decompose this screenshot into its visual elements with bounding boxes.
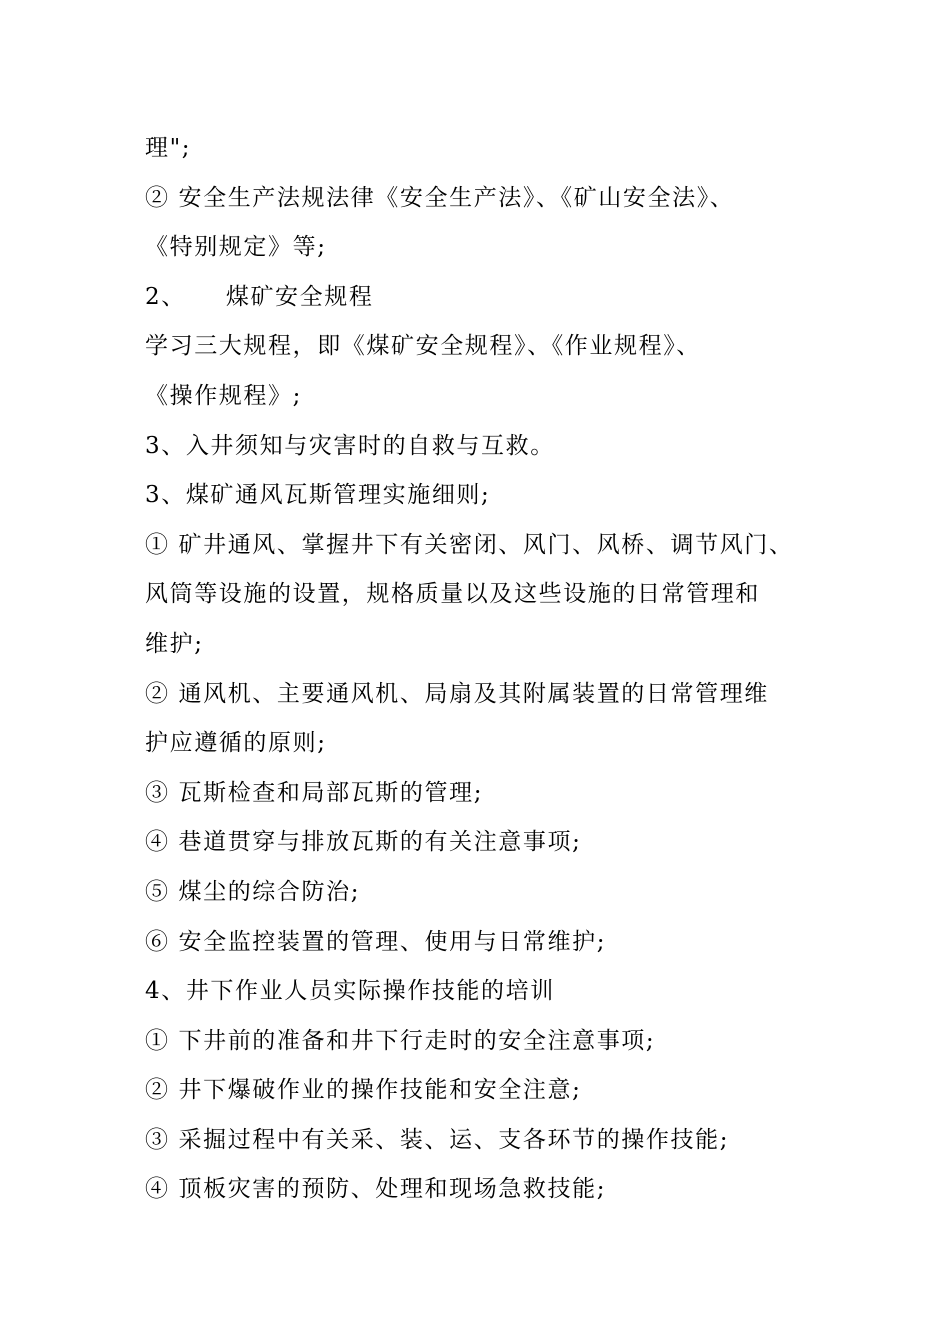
section-number: 2、 bbox=[145, 283, 186, 310]
text-line-1: 理"; bbox=[145, 135, 192, 161]
text-line-12: ② 通风机、主要通风机、局扇及其附属装置的日常管理维 bbox=[145, 680, 769, 707]
text-line-9: ① 矿井通风、掌握井下有关密闭、风门、风桥、调节风门、 bbox=[145, 531, 794, 558]
text-line-5: 学习三大规程，即《煤矿安全规程》、《作业规程》、 bbox=[145, 333, 701, 360]
text-line-16: ⑤ 煤尘的综合防治; bbox=[145, 878, 361, 905]
section-heading-2 bbox=[145, 273, 845, 323]
text-line-10: 风筒等设施的设置，规格质量以及这些设施的日常管理和 bbox=[145, 581, 760, 608]
text-line-11: 维护; bbox=[145, 630, 204, 657]
text-line-6: 《操作规程》; bbox=[145, 382, 302, 409]
document-body bbox=[145, 124, 845, 1215]
text-line-13: 护应遵循的原则; bbox=[145, 730, 327, 757]
text-line-14: ③ 瓦斯检查和局部瓦斯的管理; bbox=[145, 779, 484, 806]
text-line-17: ⑥ 安全监控装置的管理、使用与日常维护; bbox=[145, 928, 607, 955]
text-line-21: ③ 采掘过程中有关采、装、运、支各环节的操作技能; bbox=[145, 1126, 730, 1153]
text-line-18: 4、井下作业人员实际操作技能的培训 bbox=[145, 978, 555, 1005]
text-line-2: ② 安全生产法规法律《安全生产法》、《矿山安全法》、 bbox=[145, 184, 735, 211]
text-line-20: ② 井下爆破作业的操作技能和安全注意; bbox=[145, 1077, 582, 1104]
text-line-8: 3、煤矿通风瓦斯管理实施细则; bbox=[145, 482, 491, 509]
text-line-3: 《特别规定》等; bbox=[145, 234, 327, 261]
section-title: 煤矿安全规程 bbox=[225, 283, 374, 310]
text-line-19: ① 下井前的准备和井下行走时的安全注意事项; bbox=[145, 1027, 656, 1054]
text-line-7: 3、入井须知与灾害时的自救与互救。 bbox=[145, 432, 555, 459]
text-line-15: ④ 巷道贯穿与排放瓦斯的有关注意事项; bbox=[145, 829, 582, 856]
text-line-22: ④ 顶板灾害的预防、处理和现场急救技能; bbox=[145, 1176, 607, 1203]
